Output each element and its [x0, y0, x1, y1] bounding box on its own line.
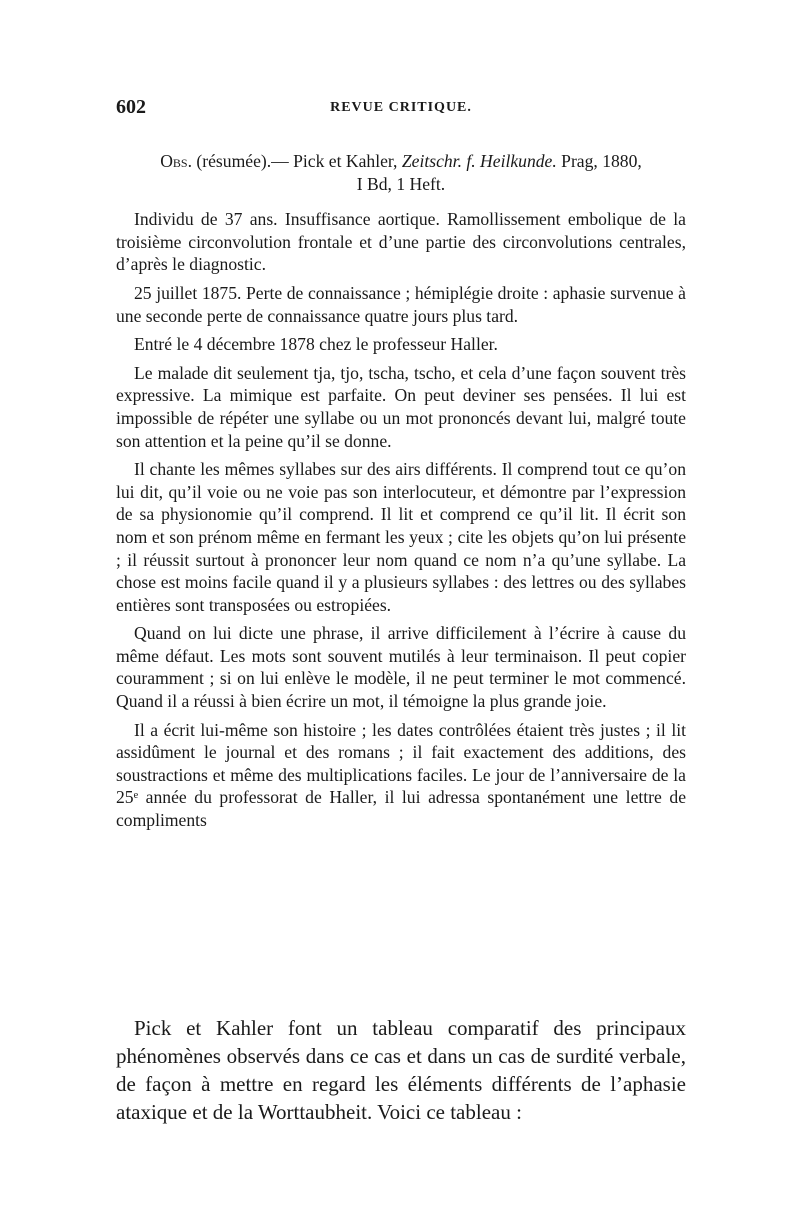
observation-authors: (résumée).— Pick et Kahler, — [192, 151, 402, 171]
paragraph-comprehension: Il chante les mêmes syllabes sur des airs différents. Il comprend tout ce qu’on lui dit, qu’il voie ou ne voie pas son interlocuteur, et démontre par l’expression de sa physionomie qu’il comprend. Il lit et comprend ce qu’il lit. Il écrit son nom et son prénom même en fermant les yeux ; cite les objets qu’on lui présente ; il réussit surtout à prononcer leur nom quand ce nom n’a qu’une syllabe. La chose est moins facile quand il y a plusieurs syllabes : des lettres ou des syllabes entières sont transposées ou estropiées. — [116, 459, 686, 615]
observation-journal: Zeitschr. f. Heilkunde. — [401, 151, 557, 171]
body-text — [116, 150, 686, 838]
page-number: 602 — [116, 96, 146, 118]
observation-volume: I Bd, 1 Heft. — [356, 173, 446, 194]
paragraph-conclusion: Pick et Kahler font un tableau comparatif des principaux phénomènes observés dans ce cas et dans un cas de surdité verbale, de façon à mettre en regard les éléments différents de l’aphasie ataxique et de la Worttaubheit. Voici ce tableau : — [116, 1016, 686, 1124]
running-head: REVUE CRITIQUE. — [330, 100, 472, 115]
paragraph-admission: Entré le 4 décembre 1878 chez le professeur Haller. — [134, 334, 498, 355]
paragraph-onset: 25 juillet 1875. Perte de connaissance ; hémiplégie droite : aphasie survenue à une seconde perte de connaissance quatre jours plus tard. — [116, 282, 686, 326]
observation-citation — [116, 150, 686, 195]
observation-place-year: Prag, 1880, — [556, 151, 642, 171]
paragraph-case-summary: Individu de 37 ans. Insuffisance aortique. Ramollissement embolique de la troisième circonvolution frontale et d’une partie des circonvolutions centrales, d’après le diagnostic. — [116, 209, 686, 275]
paragraph-speech: Le malade dit seulement tja, tjo, tscha, tscho, et cela d’une façon souvent très expressive. La mimique est parfaite. On peut deviner ses pensées. Il lui est impossible de répéter une syllabe ou un mot prononcés devant lui, malgré toute son attention et la peine qu’il se donne. — [116, 362, 686, 451]
paragraph-dictation: Quand on lui dicte une phrase, il arrive difficilement à l’écrire à cause du même défaut. Les mots sont souvent mutilés à leur terminaison. Il peut copier couramment ; si on lui enlève le modèle, il ne peut terminer le mot commencé. Quand il a réussi à bien écrire un mot, il témoigne la plus grande joie. — [116, 623, 686, 712]
page-header — [116, 96, 686, 126]
observation-label: Obs. — [160, 151, 192, 171]
paragraph-writing: Il a écrit lui-même son histoire ; les dates contrôlées étaient très justes ; il lit assidûment le journal et des romans ; il fait exactement des additions, des soustractions et même des multiplications faciles. Le jour de l’anniversaire de la 25ᵉ année du professorat de Haller, il lui adressa spontanément une lettre de compliments — [116, 719, 686, 831]
